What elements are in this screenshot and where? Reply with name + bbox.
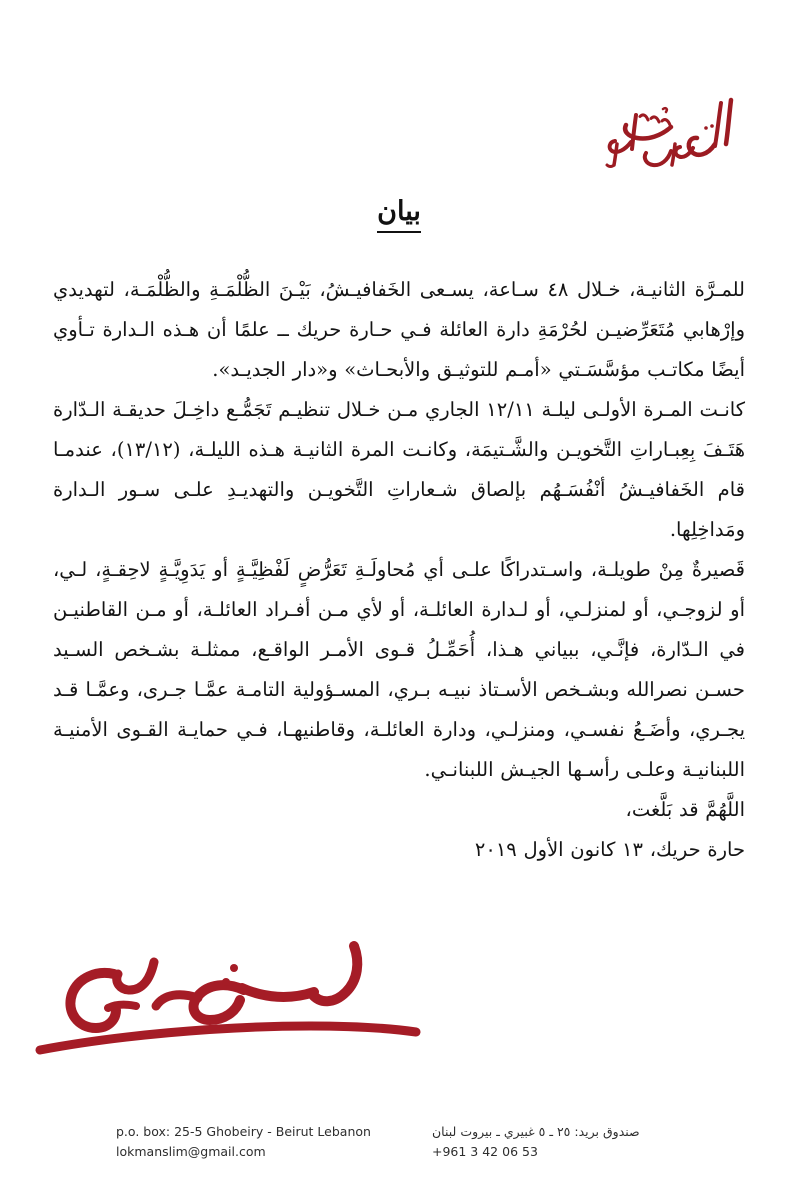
footer-english-address: p.o. box: 25-5 Ghobeiry - Beirut Lebanon	[116, 1124, 371, 1139]
signature-scribble-icon	[28, 928, 428, 1063]
letterhead-logo	[595, 92, 740, 170]
footer-email: lokmanslim@gmail.com	[116, 1144, 266, 1159]
document-footer	[0, 1122, 798, 1192]
document-body	[53, 270, 745, 870]
place-and-date-line: حارة حريك، ١٣ كانون الأول ٢٠١٩	[474, 838, 745, 861]
footer-arabic-contact	[432, 1122, 682, 1162]
footer-arabic-phone: +961 3 42 06 53	[432, 1144, 538, 1159]
body-paragraph-2: كانـت المـرة الأولـى ليلـة ١٢/١١ الجاري مـن خـلال تنظيـم تَجَمُّـع داخِـلَ حديقـة الـدّارة هَتَـفَ بِعِبـاراتِ التَّخويـن والشَّـتيمَة، وكانـت المرة الثانيـة هـذه الليلـة، (١٣/١٢)، عندمـا قام الخَفافيـشُ أنْفُسَـهُم بإلصاق شـعاراتِ التَّخويـن والتهديـدِ علـى سـور الـدارة ومَداخِلِها.	[53, 398, 745, 541]
footer-english-contact	[116, 1122, 406, 1162]
handwritten-signature	[28, 928, 428, 1063]
body-paragraph-3: قَصيرةٌ مِنْ طويلـة، واسـتدراكًا علـى أي مُحاولَـةِ تَعَرُّضٍ لَفْظِيَّـةٍ أو يَدَوِيَّـةٍ لاحِقـةٍ، لـي، أو لزوجـي، أو لمنزلـي، أو لـدارة العائلـة، أو لأي مـن أفـراد العائلـة، أو مـن القاطنيـن في الـدّارة، فإنَّـي، ببياني هـذا، أُحَمِّـلُ قـوى الأمـر الواقـع، ممثلـة بشـخص السـيد حسـن نصرالله وبشـخص الأسـتاذ نبيـه بـري، المسـؤولية التامـة عمَّـا جـرى، وعمَّـا قـد يجـري، وأضَـعُ نفسـي، ومنزلـي، ودارة العائلـة، وقاطنيهـا، فـي حمايـة القـوى الأمنيـة اللبنانيـة وعلـى رأسـها الجيـش اللبنانـي.	[53, 558, 745, 781]
closing-line: اللَّهُمَّ قد بَلَّغت،	[625, 798, 745, 821]
document-title-text: بيان	[377, 196, 421, 233]
body-paragraph-1: للمـرَّة الثانيـة، خـلال ٤٨ سـاعة، يسـعى الخَفافيـشُ، بَيْـنَ الظُّلْمَـةِ والظُّلْمَـة، لتهديدي وإرْهابي مُتَعَرِّضيـن لحُرْمَةِ دارة العائلة فـي حـارة حريك ــ علمًا أن هـذه الـدارة تـأوي أيضًا مكاتـب مؤسَّسَـتي «أمـم للتوثيـق والأبحـاث» و«دار الجديـد».	[53, 278, 745, 381]
document-title	[0, 196, 798, 233]
logo-calligraphy-icon	[595, 92, 740, 170]
footer-arabic-address: صندوق بريد: ٢٥ ـ ٥ غبيري ـ بيروت لبنان	[432, 1124, 640, 1139]
